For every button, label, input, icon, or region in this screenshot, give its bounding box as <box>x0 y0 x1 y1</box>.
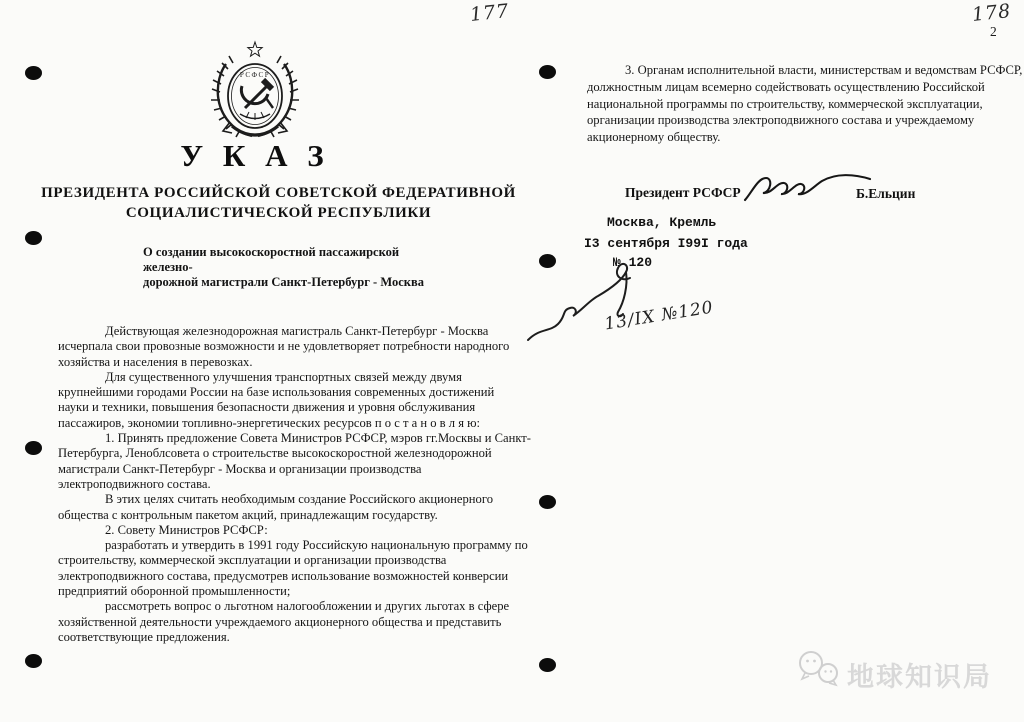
watermark-text: 地球知识局 <box>847 662 992 693</box>
body-line: общества с контрольным пакетом акций, принадлежащим государству. <box>58 507 438 522</box>
watermark <box>795 649 1020 691</box>
punch-hole-dot <box>25 654 42 668</box>
body-line: электроподвижного состава. <box>58 476 211 491</box>
yeltsin-signature-icon <box>742 166 874 208</box>
body-line: рассмотреть вопрос о льготном налогообложении и других льготах в сфере <box>105 599 510 614</box>
body-line: соответствующие предложения. <box>58 629 230 644</box>
body-line: 2. Совету Министров РСФСР: <box>105 522 268 537</box>
emblem-shield-text: РСФСР <box>239 71 271 79</box>
body-line: 1. Принять предложение Совета Министров РСФСР, мэров гг.Москвы и Санкт- <box>105 431 531 446</box>
body-line: Для существенного улучшения транспортных связей между двумя <box>105 369 462 384</box>
body-line: хозяйственной деятельности учреждаемого акционерного общества и представить <box>58 614 502 629</box>
body-line: хозяйства и населения в перевозках. <box>58 354 253 369</box>
body-line: организации производства электроподвижного состава и учреждаемому <box>587 113 975 128</box>
decree-subject <box>143 245 433 290</box>
wechat-bubbles-icon <box>795 649 845 689</box>
body-line: магистрали Санкт-Петербург - Москва и организации производства <box>58 461 422 476</box>
body-line: национальной программы по строительству, коммерческой эксплуатации, <box>587 96 983 111</box>
punch-hole-dot <box>539 495 556 509</box>
subject-line-2: дорожной магистрали Санкт-Петербург - Москва <box>143 275 424 289</box>
rsfsr-coat-of-arms-icon <box>208 40 302 142</box>
subject-line-1: О создании высокоскоростной пассажирской железно- <box>143 245 400 274</box>
punch-hole-dot <box>25 441 42 455</box>
body-line: предприятий оборонной промышленности; <box>58 584 291 599</box>
body-line: крупнейшими городами России на базе использования современных достижений <box>58 385 495 400</box>
decree-body-right <box>587 62 1023 146</box>
signature-name: Б.Ельцин <box>856 186 916 201</box>
body-line: 3. Органам исполнительной власти, министерствам и ведомствам РСФСР, <box>625 63 1023 77</box>
punch-hole-dot <box>539 65 556 79</box>
punch-hole-dot <box>25 66 42 80</box>
body-line: электроподвижного состава, предусмотрев использование возможностей конверсии <box>58 568 509 583</box>
handwritten-scrawl-icon <box>526 258 662 348</box>
body-line: разработать и утвердить в 1991 году Российскую национальную программу по <box>105 538 528 553</box>
body-line: науки и техники, повышения безопасности движения и уровня обслуживания <box>58 400 476 415</box>
body-line: акционерному обществу. <box>587 130 721 145</box>
issuer-title <box>30 183 527 223</box>
place-line: Москва, Кремль <box>607 215 717 230</box>
body-line: должностным лицам всемерно содействовать осуществлению Российской <box>587 79 985 94</box>
punch-hole-dot <box>539 658 556 672</box>
body-line: В этих целях считать необходимым создание Российского акционерного <box>105 492 493 507</box>
body-line: строительству, коммерческой эксплуатации и организации производства <box>58 553 447 568</box>
body-line: Действующая железнодорожная магистраль Санкт-Петербург - Москва <box>105 324 489 338</box>
handwritten-page-number-right: 178 <box>970 0 1013 26</box>
decree-number-line: № 120 <box>613 255 653 270</box>
handwritten-registry-note: 13/IX №120 <box>603 297 716 335</box>
punch-hole-dot <box>25 231 42 245</box>
body-line: исчерпала свои провозные возможности и не удовлетворяет потребности народного <box>58 339 510 354</box>
body-line: Петербурга, Леноблсовета о строительстве высокоскоростной железнодорожной <box>58 446 492 461</box>
star-icon <box>248 42 262 56</box>
issuer-line-1: ПРЕЗИДЕНТА РОССИЙСКОЙ СОВЕТСКОЙ ФЕДЕРАТИВНОЙ <box>41 185 516 201</box>
signature-title: Президент РСФСР <box>625 185 741 200</box>
decree-body-left <box>58 324 531 645</box>
typed-page-number: 2 <box>990 24 997 39</box>
doc-type-title: У К А З <box>180 138 330 173</box>
body-line: пассажиров, экономии топливно-энергетических ресурсов п о с т а н о в л я ю: <box>58 415 481 430</box>
issuer-line-2: СОЦИАЛИСТИЧЕСКОЙ РЕСПУБЛИКИ <box>125 205 432 221</box>
handwritten-page-number-left: 177 <box>468 0 511 26</box>
date-line: I3 сентября I99I года <box>584 236 748 251</box>
